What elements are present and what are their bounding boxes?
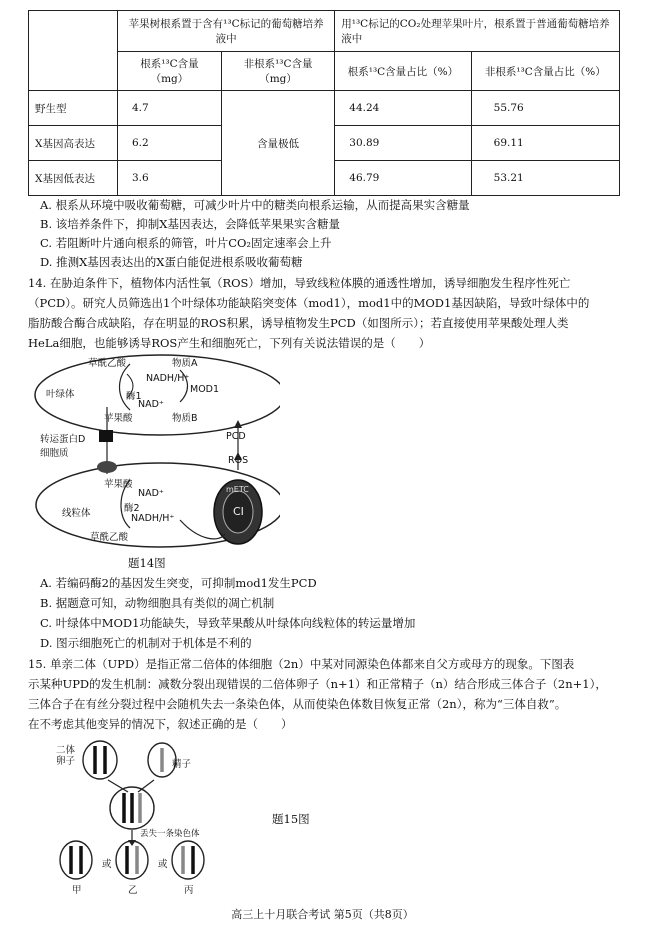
label-enzyme2: 酶2 (124, 503, 140, 514)
label-metc: mETC (226, 485, 249, 494)
q13-data-table (28, 10, 620, 196)
q14-stem-line2: （PCD）。研究人员筛选出1个叶绿体功能缺陷突变体（mod1），mod1中的MOD1基因缺陷，导致叶绿体中的 (28, 296, 590, 310)
q15-stem-line1: 15. 单亲二体（UPD）是指正常二倍体的体细胞（2n）中某对同源染色体都来自父方或母方的现象。下图表 (28, 657, 575, 671)
table-group-right: 用¹³C标记的CO₂处理苹果叶片，根系置于普通葡萄糖培养液中 (335, 11, 620, 52)
q15-figure-caption: 题15图 (272, 812, 310, 826)
label-yi: 乙 (128, 885, 138, 896)
q13-option-d: D. 推测X基因表达出的X蛋白能促进根系吸收葡萄糖 (40, 255, 303, 269)
label-nadh-bottom: NADH/H⁺ (131, 513, 175, 524)
q13-option-b: B. 该培养条件下，抑制X基因表达，会降低苹果果实含糖量 (40, 217, 340, 231)
label-mitochondrion: 线粒体 (62, 508, 91, 519)
cell-bing (172, 841, 204, 879)
q13-option-a: A. 根系从环境中吸收葡萄糖，可减少叶片中的糖类向根系运输，从而提高果实含糖量 (40, 198, 470, 212)
q14-stem-line1: 14. 在胁迫条件下，植物体内活性氧（ROS）增加，导致线粒体膜的通透性增加，诱导细胞发生程序性死亡 (28, 276, 571, 290)
q14-option-a: A. 若编码酶2的基因发生突变，可抑制mod1发生PCD (40, 576, 317, 590)
page-footer: 高三上十月联合考试 第5页（共8页） (231, 908, 414, 921)
cell-yi (116, 841, 148, 879)
label-ci: CI (233, 505, 244, 518)
q15-stem-line2: 示某种UPD的发生机制：减数分裂出现错误的二倍体卵子（n+1）和正常精子（n）结合形成三体合子（2n+1）， (28, 677, 607, 691)
label-sperm: 精子 (172, 759, 192, 770)
table-corner-cell (29, 11, 118, 91)
row-label: X基因低表达 (29, 161, 118, 196)
cell-jia (60, 841, 92, 879)
cell-nonroot-ratio: 69.11 (471, 126, 619, 161)
mito-transporter (97, 461, 117, 473)
q14-option-d: D. 图示细胞死亡的机制对于机体是不利的 (40, 636, 252, 650)
label-jia: 甲 (72, 885, 82, 896)
cell-root-ratio: 44.24 (335, 91, 471, 126)
cell-root-ratio: 30.89 (335, 126, 471, 161)
table-header-col1: 根系¹³C含量（mg） (118, 52, 222, 91)
label-nad-bottom: NAD⁺ (138, 488, 164, 499)
q15-stem-line3: 三体合子在有丝分裂过程中会随机失去一条染色体，从而使染色体数目恢复正常（2n），称为“三体自救”。 (28, 697, 567, 711)
label-egg (56, 745, 78, 767)
table-row (29, 91, 620, 126)
label-malate-bottom: 苹果酸 (104, 479, 133, 490)
label-substance-b: 物质B (172, 413, 198, 424)
cell-merged-nonroot: 含量极低 (221, 91, 334, 196)
q14-figure-caption: 题14图 (128, 556, 166, 570)
cell-root-content: 6.2 (118, 126, 222, 161)
label-nad-top: NAD⁺ (138, 399, 164, 410)
cell-nonroot-ratio: 53.21 (471, 161, 619, 196)
label-chromosome-loss: 丢失一条染色体 (140, 829, 200, 839)
row-label: X基因高表达 (29, 126, 118, 161)
cell-nonroot-ratio: 55.76 (471, 91, 619, 126)
label-or-2: 或 (158, 859, 168, 870)
label-substance-a: 物质A (172, 358, 198, 369)
q14-stem-line4: HeLa细胞，也能够诱导ROS产生和细胞死亡，下列有关说法错误的是（ ） (28, 336, 431, 350)
q13-option-c: C. 若阻断叶片通向根系的筛管，叶片CO₂固定速率会上升 (40, 236, 332, 250)
q14-stem-line3: 脂肪酸合酶合成缺陷，存在明显的ROS积累，诱导植物发生PCD（如图所示）；若直接使用苹果酸处理人类 (28, 316, 569, 330)
label-oxaloacetate-top: 草酰乙酸 (88, 358, 127, 369)
transporter-d-box (99, 430, 113, 442)
cell-root-ratio: 46.79 (335, 161, 471, 196)
table-header-col2: 非根系¹³C含量（mg） (221, 52, 334, 91)
table-header-col3: 根系¹³C含量占比（%） (335, 52, 471, 91)
cell-root-content: 4.7 (118, 91, 222, 126)
label-or-1: 或 (102, 859, 112, 870)
label-oxaloacetate-bottom: 草酰乙酸 (90, 532, 129, 543)
label-cytoplasm: 细胞质 (40, 448, 69, 459)
row-label: 野生型 (29, 91, 118, 126)
label-mod1: MOD1 (190, 384, 220, 395)
label-malate-top: 苹果酸 (104, 413, 133, 424)
egg-label-text: 二体卵子 (56, 745, 76, 767)
label-transporter-d: 转运蛋白D (40, 434, 86, 445)
cell-root-content: 3.6 (118, 161, 222, 196)
label-chloroplast: 叶绿体 (46, 389, 75, 400)
q14-option-b: B. 据题意可知，动物细胞具有类似的凋亡机制 (40, 596, 275, 610)
q15-stem-line4: 在不考虑其他变异的情况下，叙述正确的是（ ） (28, 717, 293, 731)
table-header-col4: 非根系¹³C含量占比（%） (471, 52, 619, 91)
q14-option-c: C. 叶绿体中MOD1功能缺失，导致苹果酸从叶绿体向线粒体的转运量增加 (40, 616, 416, 630)
egg-cell (83, 741, 117, 779)
label-nadh-top: NADH/H⁺ (146, 373, 190, 384)
label-pcd: PCD (226, 431, 246, 442)
table-group-left: 苹果树根系置于含有¹³C标记的葡萄糖培养液中 (118, 11, 335, 52)
label-enzyme1: 酶1 (126, 391, 142, 402)
label-bing: 丙 (184, 885, 194, 896)
label-ros: ROS (228, 455, 249, 466)
